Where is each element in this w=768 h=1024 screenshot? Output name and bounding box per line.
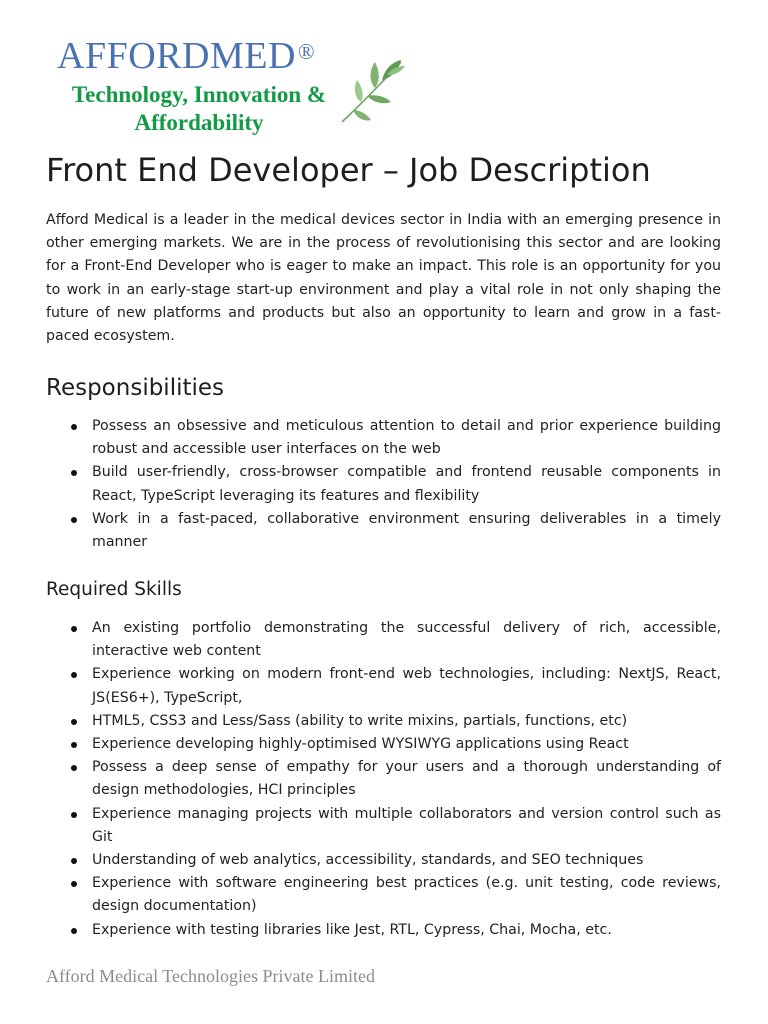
bullet-icon: [71, 881, 77, 887]
list-item: [0, 663, 768, 709]
bullet-icon: [71, 812, 77, 818]
olive-branch-icon: [335, 54, 407, 126]
bullet-icon: [71, 424, 77, 430]
brand-name: [57, 34, 315, 78]
list-item-text: Experience with testing libraries like Jest, RTL, Cypress, Chai, Mocha, etc.: [92, 921, 612, 938]
list-item-text: Possess a deep sense of empathy for your users and a thorough understanding of design methodologies, HCI principles: [92, 759, 721, 799]
bullet-icon: [71, 719, 77, 725]
list-item-text: Experience developing highly-optimised WYSIWYG applications using React: [92, 736, 629, 753]
list-item: [0, 617, 768, 663]
list-item-text: Work in a fast-paced, collaborative environment ensuring deliverables in a timely manner: [92, 510, 721, 551]
list-item: [0, 849, 768, 872]
list-item: [0, 461, 768, 507]
list-item: [0, 756, 768, 802]
list-item-text: Possess an obsessive and meticulous attention to detail and prior experience building robust and accessible user interfaces on the web: [92, 418, 721, 458]
list-item: [0, 872, 768, 918]
tagline-line-2: Affordability: [134, 110, 264, 135]
required-skills-heading: Required Skills: [46, 579, 182, 600]
bullet-icon: [71, 765, 77, 771]
list-item-text: Understanding of web analytics, accessibility, standards, and SEO techniques: [92, 852, 644, 869]
bullet-icon: [71, 626, 77, 632]
list-item: [0, 415, 768, 461]
responsibilities-heading: Responsibilities: [46, 375, 225, 401]
list-item: [0, 710, 768, 733]
list-item-text: An existing portfolio demonstrating the successful delivery of rich, accessible, interactive web content: [92, 620, 721, 660]
list-item: [0, 733, 768, 756]
bullet-icon: [71, 672, 77, 678]
list-item: [0, 508, 768, 554]
list-item-text: Experience with software engineering best practices (e.g. unit testing, code reviews, design documentation): [92, 875, 721, 915]
list-item: [0, 919, 768, 942]
bullet-icon: [71, 858, 77, 864]
list-item-text: Experience managing projects with multiple collaborators and version control such as Git: [92, 805, 721, 845]
bullet-icon: [71, 470, 77, 476]
registered-mark: ®: [297, 39, 316, 64]
bullet-icon: [71, 742, 77, 748]
responsibilities-list: [0, 415, 768, 554]
footer-company-name: Afford Medical Technologies Private Limited: [46, 966, 375, 986]
bullet-icon: [71, 517, 77, 523]
list-item-text: Build user-friendly, cross-browser compatible and frontend reusable components in React, TypeScript leveraging its features and flexibility: [92, 464, 721, 504]
list-item: [0, 803, 768, 849]
page-title: Front End Developer – Job Description: [46, 151, 651, 189]
tagline-line-1: Technology, Innovation &: [71, 82, 327, 107]
intro-paragraph: Afford Medical is a leader in the medical devices sector in India with an emerging presence in other emerging markets. We are in the process of revolutionising this sector and are looking for a Front-End Developer who is eager to make an impact. This role is an opportunity for you to work in an early-stage start-up environment and play a vital role in not only shaping the future of new platforms and products but also an opportunity to learn and grow in a fast-paced ecosystem.: [46, 212, 721, 345]
list-item-text: HTML5, CSS3 and Less/Sass (ability to write mixins, partials, functions, etc): [92, 712, 628, 729]
company-logo: [0, 0, 768, 140]
brand-text: AFFORDMED: [57, 35, 296, 77]
bullet-icon: [71, 928, 77, 934]
list-item-text: Experience working on modern front-end web technologies, including: NextJS, React, JS(ES6+), TypeScript,: [92, 666, 721, 706]
required-skills-list: [0, 617, 768, 942]
